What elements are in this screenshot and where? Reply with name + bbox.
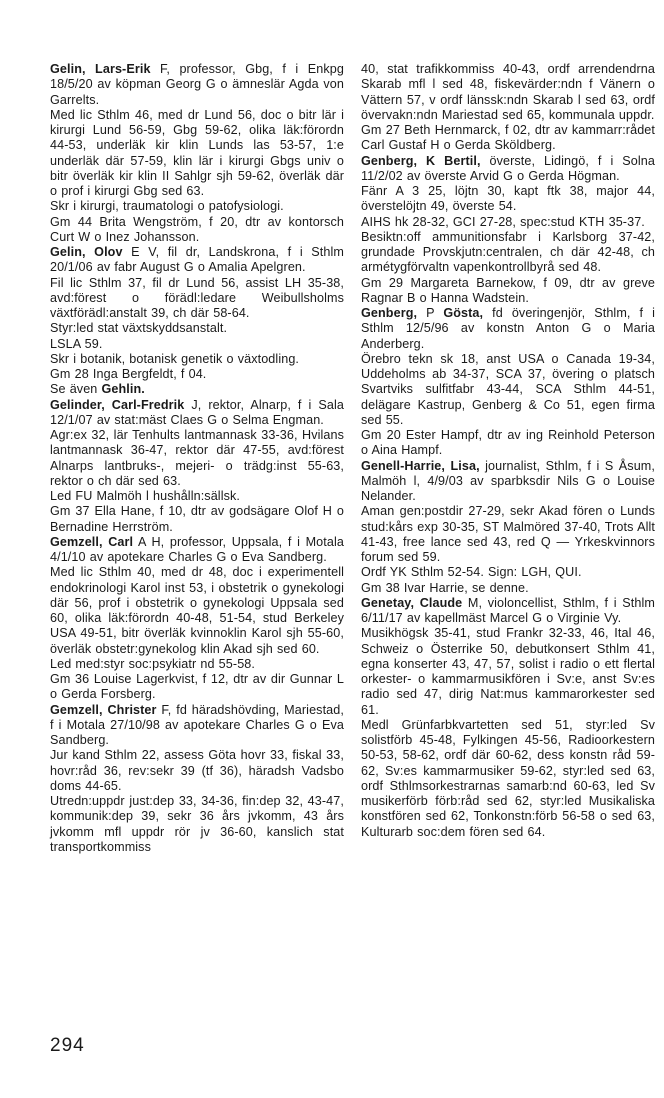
entry-paragraph bbox=[50, 672, 344, 703]
entry-text: M, violoncellist, Sthlm, f i Sthlm 6/11/17 av kapellmäst Marcel G o Virginie Vy. bbox=[361, 595, 655, 625]
entry-paragraph bbox=[361, 184, 655, 215]
entry-text: överste, Lidingö, f i Solna 11/2/02 av överste Arvid G o Gerda Högman. bbox=[361, 153, 655, 183]
entry-paragraph bbox=[361, 718, 655, 840]
entry-paragraph bbox=[50, 489, 344, 504]
entry-text: Styr:led stat växtskyddsanstalt. bbox=[50, 321, 228, 336]
entry-text: Gm 36 Louise Lagerkvist, f 12, dtr av dir Gunnar L o Gerda Forsberg. bbox=[50, 672, 344, 702]
entry-text: J, rektor, Alnarp, f i Sala 12/1/07 av stat:mäst Claes G o Selma Engman. bbox=[50, 397, 345, 427]
entry-name: Gemzell, Carl bbox=[50, 534, 134, 549]
entry-paragraph bbox=[50, 565, 344, 657]
entry-text: Aman gen:postdir 27-29, sekr Akad fören o Lunds stud:kårs exp 30-35, ST Malmöred 37-40, Trots Allt 41-43, free lance sed 43, red Q — Yrkeskvinnors forum sed 59. bbox=[361, 504, 655, 564]
entry-text: Med lic Sthlm 46, med dr Lund 56, doc o bitr lär i kirurgi Lund 56-59, Gbg 59-62, olika läk:förordn 44-53, underläk kir klin Lunds las 53-57, 1:e underläk där 57-59, klin lär i kirurgi Gbgs univ o bitr överläk kir klin II Sahlgr sjh 59-62, överläk där o prof i kirurgi Gbg sed 63. bbox=[50, 107, 344, 198]
entry-paragraph bbox=[50, 108, 344, 200]
biography-entry bbox=[361, 596, 655, 627]
entry-paragraph bbox=[50, 321, 344, 336]
entry-text: journalist, Sthlm, f i S Åsum, Malmöh l, 4/9/03 av sparbksdir Nils G o Louise Nelander. bbox=[361, 458, 655, 503]
entry-text: Ordf YK Sthlm 52-54. Sign: LGH, QUI. bbox=[361, 565, 582, 580]
left-column bbox=[50, 62, 344, 855]
entry-text: Se även bbox=[50, 382, 102, 397]
entry-paragraph bbox=[361, 565, 655, 580]
entry-name: Genberg, bbox=[361, 306, 418, 320]
entry-text: Agr:ex 32, lär Tenhults lantmannask 33-36, Hvilans lantmannask 36-47, rektor där 47-55, avd:förest Alnarps lantbruks-, mejeri- o trädg:inst 55-63, rektor o ch där sed 63. bbox=[50, 428, 344, 488]
biography-entry bbox=[361, 154, 655, 185]
entry-paragraph bbox=[361, 504, 655, 565]
entry-paragraph bbox=[50, 382, 344, 397]
entry-paragraph bbox=[361, 428, 655, 459]
entry-text: AIHS hk 28-32, GCI 27-28, spec:stud KTH 35-37. bbox=[361, 214, 645, 229]
entry-paragraph bbox=[50, 504, 344, 535]
biography-entry bbox=[50, 62, 344, 108]
entry-paragraph bbox=[50, 748, 344, 794]
entry-text: Musikhögsk 35-41, stud Frankr 32-33, 46, Ital 46, Schweiz o Österrike 50, debutkonsert Sthlm 41, egna konserter 43, 47, 57, solist i radio o ett flertal orkester- o kammarmusikfören i Sv:e, anst Sv:es radio sed 47, dirig Nat:mus kammarorkester sed 61. bbox=[361, 626, 655, 717]
entry-paragraph bbox=[50, 276, 344, 322]
page-number: 294 bbox=[50, 1035, 85, 1056]
entry-text: Med lic Sthlm 40, med dr 48, doc i experimentell endokrinologi Karol inst 53, i obstetrik o gynekologi där 56, prof i obstetrik o gynekologi Uppsala sed 60, olika läk:förordn 40-48, 51-54, stud Berkeley USA 49-51, bitr överläk kvinnoklin Karol sjh 55-60, överläk obstetr:gynekolog klin Akad sjh sed 60. bbox=[50, 565, 344, 656]
entry-paragraph bbox=[50, 337, 344, 352]
entry-text: Led med:styr soc:psykiatr nd 55-58. bbox=[50, 656, 255, 671]
entry-paragraph bbox=[361, 581, 655, 596]
entry-name: Gemzell, Christer bbox=[50, 702, 157, 717]
entry-paragraph bbox=[50, 199, 344, 214]
entry-paragraph bbox=[361, 215, 655, 230]
entry-text: Gm 28 Inga Bergfeldt, f 04. bbox=[50, 367, 207, 381]
entry-text: Gm 20 Ester Hampf, dtr av ing Reinhold Peterson o Aina Hampf. bbox=[361, 428, 655, 458]
cross-reference-name: Gehlin. bbox=[101, 382, 145, 397]
entry-text: Gm 44 Brita Wengström, f 20, dtr av kontorsch Curt W o Inez Johansson. bbox=[50, 214, 344, 244]
entry-name: Gelin, Olov bbox=[50, 245, 123, 259]
entry-text: Gm 27 Beth Hernmarck, f 02, dtr av kammarr:rådet Carl Gustaf H o Gerda Sköldberg. bbox=[361, 123, 655, 153]
biography-entry bbox=[50, 703, 344, 749]
entry-text: Gm 29 Margareta Barnekow, f 09, dtr av greve Ragnar B o Hanna Wadstein. bbox=[361, 275, 655, 305]
entry-name: Genberg, K Bertil, bbox=[361, 153, 481, 168]
entry-paragraph bbox=[50, 352, 344, 367]
entry-text: 40, stat trafikkommiss 40-43, ordf arrendendrna Skarab mfl l sed 48, fiskevärder:ndn f Vänern o Vättern 57, v ordf länssk:ndn Skarab l sed 63, ordf övervakn:ndn Mariestad sed 65, kommunala uppdr. bbox=[361, 62, 655, 122]
entry-text: Fänr A 3 25, löjtn 30, kapt ftk 38, major 44, överstelöjtn 49, överste 54. bbox=[361, 184, 655, 214]
biography-entry bbox=[361, 306, 655, 352]
entry-paragraph bbox=[50, 367, 344, 382]
entry-text: F, professor, Gbg, f i Enkpg 18/5/20 av köpman Georg G o ämneslär Agda von Garrelts. bbox=[50, 62, 344, 107]
entry-given-name: Gösta, bbox=[443, 306, 484, 320]
entry-text: Led FU Malmöh l hushålln:sällsk. bbox=[50, 489, 240, 503]
entry-text: P bbox=[417, 306, 444, 320]
biography-entry bbox=[50, 245, 344, 276]
entry-text: Skr i botanik, botanisk genetik o växtodling. bbox=[50, 351, 300, 366]
entry-paragraph bbox=[50, 794, 344, 855]
biography-entry bbox=[361, 459, 655, 505]
entry-paragraph bbox=[361, 276, 655, 307]
entry-text: Utredn:uppdr just:dep 33, 34-36, fin:dep 32, 43-47, kommunik:dep 39, sekr 36 års jvkomm, 43 års jvkomm mfl uppdr rör jv 36-60, kanslich stat transportkommiss bbox=[50, 794, 344, 854]
entry-text: Medl Grünfarbkvartetten sed 51, styr:led Sv solistförb 45-48, Fylkingen 45-56, Radioorkestern 50-53, 58-62, ordf där 60-62, dess konstn råd 59-62, Sv:es kammarmusiker 59-62, styr:led sed 63, ordf Sthlmsorkestrarnas samarb:nd 60-63, led Sv musikerförb förb:råd sed 62, styr:led Musikaliska konstfören sed 62, Tonkonstn:förb 56-58 o sed 63, Kulturarb soc:dem fören sed 64. bbox=[361, 717, 655, 839]
entry-paragraph bbox=[361, 123, 655, 154]
entry-paragraph bbox=[361, 62, 655, 123]
entry-paragraph bbox=[361, 352, 655, 428]
biography-entry bbox=[50, 398, 344, 429]
right-column bbox=[361, 62, 655, 840]
entry-text: Besiktn:off ammunitionsfabr i Karlsborg 37-42, grundade Provskjutn:centralen, ch där 42-48, ch armétygförvaltn vapenkontrollbyrå sed 48. bbox=[361, 229, 655, 275]
entry-text: Gm 37 Ella Hane, f 10, dtr av godsägare Olof H o Bernadine Herrström. bbox=[50, 504, 344, 534]
entry-paragraph bbox=[361, 626, 655, 718]
entry-text: E V, fil dr, Landskrona, f i Sthlm 20/1/06 av fabr August G o Amalia Apelgren. bbox=[50, 245, 344, 275]
entry-name: Gelin, Lars-Erik bbox=[50, 62, 151, 76]
entry-text: Gm 38 Ivar Harrie, se denne. bbox=[361, 580, 529, 595]
entry-text: Jur kand Sthlm 22, assess Göta hovr 33, fiskal 33, hovr:råd 36, rev:sekr 39 (tf 36), häradsh Vadsbo doms 44-65. bbox=[50, 748, 344, 793]
entry-text: F, fd häradshövding, Mariestad, f i Motala 27/10/98 av apotekare Charles G o Eva Sandberg. bbox=[50, 702, 344, 747]
entry-paragraph bbox=[50, 428, 344, 489]
entry-name: Gelinder, Carl-Fredrik bbox=[50, 397, 185, 412]
entry-text: Fil lic Sthlm 37, fil dr Lund 56, assist LH 35-38, avd:förest o förädl:ledare Weibullsholms växtförädl:anstalt 39, ch där 58-64. bbox=[50, 275, 344, 320]
biography-entry bbox=[50, 535, 344, 566]
entry-text: fd överingenjör, Sthlm, f i Sthlm 12/5/96 av konstn Anton G o Maria Anderberg. bbox=[361, 306, 655, 351]
entry-text: Örebro tekn sk 18, anst USA o Canada 19-34, Uddeholms ab 34-37, SCA 37, övering o platsch Svartviks sulfitfabr 43-44, SCA Sthlm 44-51, delägare Kastrup, Genberg & Co 51, egen firma sed 55. bbox=[361, 351, 655, 427]
entry-name: Genell-Harrie, Lisa, bbox=[361, 458, 480, 473]
entry-paragraph bbox=[50, 657, 344, 672]
entry-text: Skr i kirurgi, traumatologi o patofysiologi. bbox=[50, 199, 284, 214]
entry-name: Genetay, Claude bbox=[361, 595, 463, 610]
entry-paragraph bbox=[50, 215, 344, 246]
entry-paragraph bbox=[361, 230, 655, 276]
entry-text: LSLA 59. bbox=[50, 336, 103, 351]
entry-text: A H, professor, Uppsala, f i Motala 4/1/10 av apotekare Charles G o Eva Sandberg. bbox=[50, 534, 344, 564]
